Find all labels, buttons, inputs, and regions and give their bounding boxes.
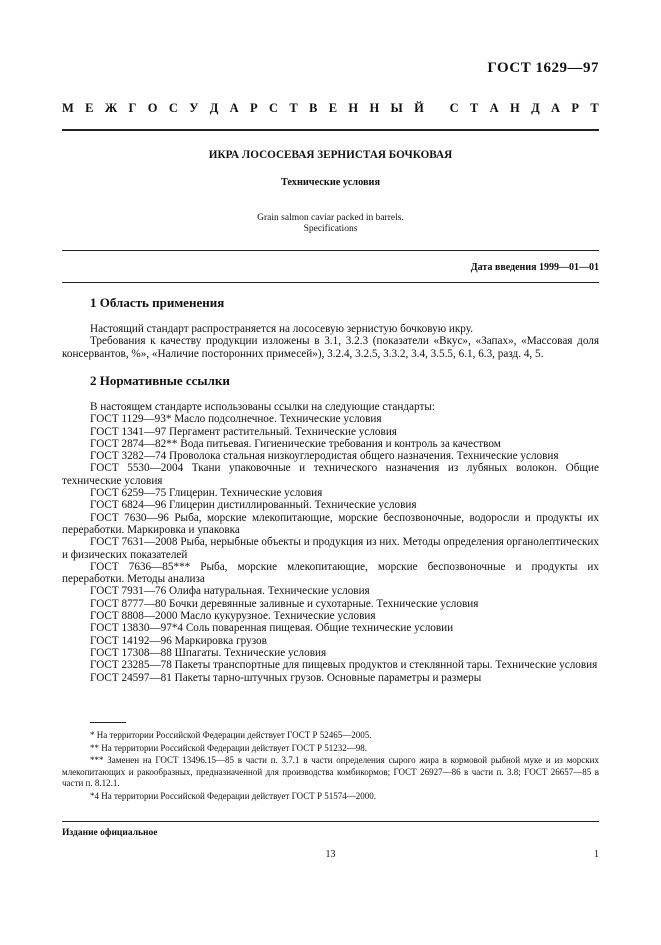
reference-item: ГОСТ 3282—74 Проволока стальная низкоуглеродистая общего назначения. Технические условия [90, 450, 559, 463]
page-number: 13 [325, 849, 336, 860]
reference-item: ГОСТ 2874—82** Вода питьевая. Гигиенические требования и контроль за качеством [90, 437, 501, 450]
heading-letter: Д [209, 101, 219, 115]
footnote-item: ** На территории Российской Федерации действует ГОСТ Р 51232—98. [90, 742, 367, 753]
heading-letter: Г [128, 101, 137, 115]
heading-letter: Т [590, 101, 599, 115]
heading-letter: Е [85, 101, 94, 115]
heading-letter: Н [369, 101, 380, 115]
reference-item: ГОСТ 14192—96 Маркировка грузов [90, 634, 267, 647]
footnote-item: * На территории Российской Федерации действует ГОСТ Р 52465—2005. [90, 730, 372, 740]
heading-letter: О [147, 101, 158, 115]
edition-label: Издание официальное [62, 828, 158, 838]
english-title-line-1: Grain salmon caviar packed in barrels. [257, 213, 404, 223]
footnote-item: *** Заменен на ГОСТ 13496.15—85 в части п. 3.7.1 в части определения сырого жира в кормовой рыбной муке и из морских млекопитающих и ракообразных, предназначенной для производства комбикормов; ГОСТ 26927—86 в части п. 3.8; ГОСТ 26657—85 в части п. 8.12.1. [62, 755, 599, 788]
section-2-intro: В настоящем стандарте использованы ссылки на следующие стандарты: [90, 401, 435, 413]
local-page-number: 1 [594, 849, 599, 860]
heading-letter: А [551, 101, 561, 115]
reference-item: ГОСТ 8777—80 Бочки деревянные заливные и сухотарные. Технические условия [90, 597, 479, 610]
heading-letter: Н [348, 101, 359, 115]
section-1-body [62, 323, 599, 360]
heading-letter: С [168, 101, 178, 115]
standard-subtitle: Технические условия [280, 177, 381, 188]
heading-letter [435, 101, 438, 116]
document-code: ГОСТ 1629—97 [487, 60, 599, 76]
standard-title: ИКРА ЛОСОСЕВАЯ ЗЕРНИСТАЯ БОЧКОВАЯ [208, 149, 453, 161]
reference-item: ГОСТ 6259—75 Глицерин. Технические условия [90, 487, 323, 500]
section-1-paragraph: Требования к качеству продукции изложены в 3.1, 3.2.3 (показатели «Вкус», «Запах», «Массовая доля консервантов, %», «Наличие посторонних примесей»), 3.2.4, 3.2.5, 3.3.2, 3.4, 3.5.5, 6.1, 6.3, разд. 4, 5. [62, 335, 599, 360]
introduction-date: Дата введения 1999—01—01 [470, 262, 599, 273]
reference-item: ГОСТ 1341—97 Пергамент растительный. Технические условия [90, 425, 397, 438]
reference-item: ГОСТ 8808—2000 Масло кукурузное. Технические условия [90, 610, 376, 623]
heading-letter: Е [328, 101, 338, 115]
footnote-rule [90, 722, 126, 723]
heading-letter: Й [414, 101, 424, 115]
heading-letter: В [309, 101, 318, 115]
title-rule [62, 250, 599, 251]
heading-letter: М [62, 101, 74, 115]
footnote-item: *4 На территории Российской Федерации действует ГОСТ Р 51574—2000. [90, 790, 376, 801]
heading-letter: А [489, 101, 499, 115]
english-title [62, 213, 599, 235]
heading-letter: У [189, 101, 199, 115]
heading-letter: Р [250, 101, 258, 115]
heading-letter: Н [510, 101, 520, 115]
header-rule [62, 129, 599, 131]
date-rule [62, 282, 599, 283]
reference-item: ГОСТ 13830—97*4 Соль поваренная пищевая. Общие технические условии [90, 622, 454, 635]
reference-item: ГОСТ 7636—85*** Рыба, морские млекопитающие, морские беспозвоночные и продукты их переработки. Методы анализа [62, 560, 599, 586]
reference-item: ГОСТ 1129—93* Масло подсолнечное. Технические условия [90, 413, 382, 426]
section-2-heading: 2 Нормативные ссылки [90, 373, 230, 388]
section-1-heading: 1 Область применения [90, 295, 225, 310]
interstate-standard-heading [62, 101, 599, 116]
normative-references-list [62, 413, 599, 684]
footnotes [62, 730, 599, 802]
reference-item: ГОСТ 7631—2008 Рыба, нерыбные объекты и продукция из них. Методы определения органолептических и физических показателей [62, 536, 599, 561]
reference-item: ГОСТ 5530—2004 Ткани упаковочные и технического назначения из лубяных волокон. Общие технические условия [62, 462, 599, 487]
reference-item: ГОСТ 17308—88 Шпагаты. Технические условия [90, 646, 327, 659]
heading-letter: С [269, 101, 279, 115]
heading-letter: А [229, 101, 239, 115]
heading-letter: Ж [104, 101, 118, 115]
heading-letter: С [449, 101, 459, 115]
reference-item: ГОСТ 24597—81 Пакеты тарно-штучных грузов. Основные параметры и размеры [90, 671, 482, 684]
heading-letter: Р [571, 101, 580, 115]
reference-item: ГОСТ 7931—76 Олифа натуральная. Технические условия [90, 585, 370, 598]
footer-rule [62, 821, 599, 822]
heading-letter: Т [469, 101, 479, 115]
reference-item: ГОСТ 7630—96 Рыба, морские млекопитающие, морские беспозвоночные, водоросли и продукты их переработки. Маркировка и упаковка [62, 511, 599, 536]
section-1-paragraph: Настоящий стандарт распространяется на лососевую зернистую бочковую икру. [90, 323, 473, 335]
heading-letter: Ы [390, 101, 403, 115]
heading-letter: Д [531, 101, 540, 115]
reference-item: ГОСТ 6824—96 Глицерин дистиллированный. Технические условия [90, 499, 417, 512]
heading-letter: Т [289, 101, 298, 115]
section-2-body [62, 401, 599, 684]
english-title-line-2: Specifications [303, 224, 358, 234]
reference-item: ГОСТ 23285—78 Пакеты транспортные для пищевых продуктов и стеклянной тары. Технические условия [90, 659, 598, 672]
